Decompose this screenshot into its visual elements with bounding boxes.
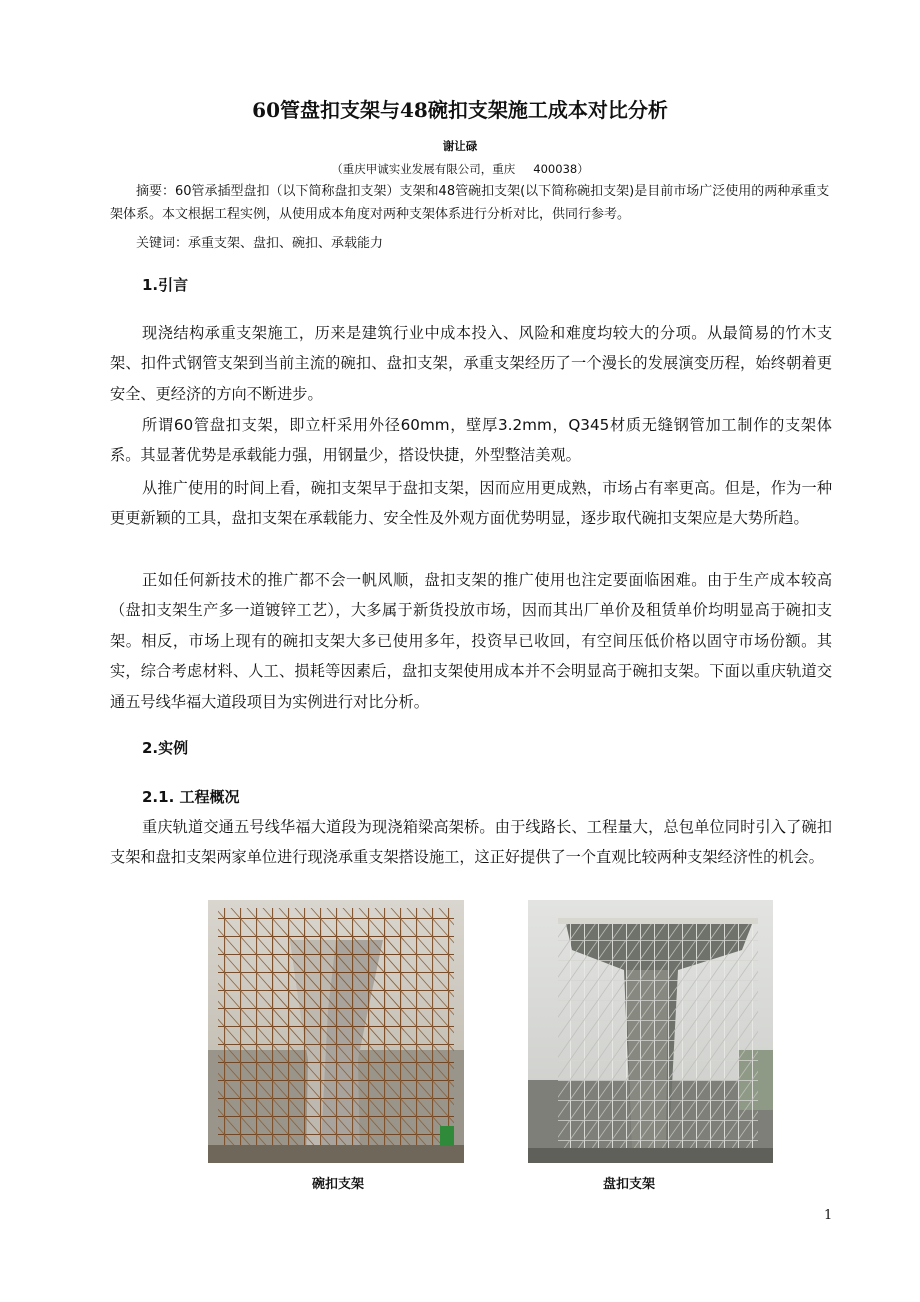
section-1-paragraph-4: 正如任何新技术的推广都不会一帆风顺，盘扣支架的推广使用也注定要面临困难。由于生产成本较高（盘扣支架生产多一道镀锌工艺），大多属于新货投放市场，因而其出厂单价及租赁单价均明显高于碗扣支架。相反，市场上现有的碗扣支架大多已使用多年，投资早已收回，有空间压低价格以固守市场份额。其实，综合考虑材料、人工、损耗等因素后，盘扣支架使用成本并不会明显高于碗扣支架。下面以重庆轨道交通五号线华福大道段项目为实例进行对比分析。 bbox=[110, 571, 832, 711]
affiliation bbox=[0, 161, 920, 177]
author-name: 谢让碌 bbox=[442, 139, 478, 153]
section-1-paragraph-3: 从推广使用的时间上看，碗扣支架早于盘扣支架，因而应用更成熟，市场占有率更高。但是，作为一种更更新颖的工具，盘扣支架在承载能力、安全性及外观方面优势明显，逐步取代碗扣支架应是大势所趋。 bbox=[110, 479, 832, 528]
page-number: 1 bbox=[824, 1208, 833, 1223]
bowl-buckle-caption: 碗扣支架 bbox=[312, 1177, 365, 1192]
section-1-paragraph-1: 现浇结构承重支架施工，历来是建筑行业中成本投入、风险和难度均较大的分项。从最简易的竹木支架、扣件式钢管支架到当前主流的碗扣、盘扣支架，承重支架经历了一个漫长的发展演变历程，始终朝着更安全、更经济的方向不断进步。 bbox=[110, 324, 832, 403]
section-2-heading: 2.实例 bbox=[142, 739, 189, 757]
affiliation-text: （重庆甲诚实业发展有限公司，重庆 bbox=[331, 162, 516, 176]
bowl-buckle-scaffold-photo bbox=[208, 900, 464, 1163]
document-title: 60管盘扣支架与48碗扣支架施工成本对比分析 bbox=[252, 98, 668, 122]
keywords: 关键词：承重支架、盘扣、碗扣、承载能力 bbox=[136, 236, 384, 251]
section-2-1-heading: 2.1. 工程概况 bbox=[142, 788, 240, 806]
disk-buckle-caption: 盘扣支架 bbox=[603, 1177, 656, 1192]
postcode: 400038） bbox=[533, 162, 589, 176]
section-2-1-paragraph: 重庆轨道交通五号线华福大道段为现浇箱梁高架桥。由于线路长、工程量大，总包单位同时引入了碗扣支架和盘扣支架两家单位进行现浇承重支架搭设施工，这正好提供了一个直观比较两种支架经济性的机会。 bbox=[110, 818, 832, 867]
section-1-paragraph-2: 所谓60管盘扣支架，即立杆采用外径60mm，壁厚3.2mm，Q345材质无缝钢管加工制作的支架体系。其显著优势是承载能力强，用钢量少，搭设快捷，外型整洁美观。 bbox=[110, 416, 832, 465]
section-1-heading: 1.引言 bbox=[142, 276, 189, 294]
disk-buckle-scaffold-photo bbox=[528, 900, 773, 1163]
abstract: 摘要：60管承插型盘扣（以下简称盘扣支架）支架和48管碗扣支架(以下简称碗扣支架)是目前市场广泛使用的两种承重支架体系。本文根据工程实例，从使用成本角度对两种支架体系进行分析对比，供同行参考。 bbox=[110, 184, 830, 222]
